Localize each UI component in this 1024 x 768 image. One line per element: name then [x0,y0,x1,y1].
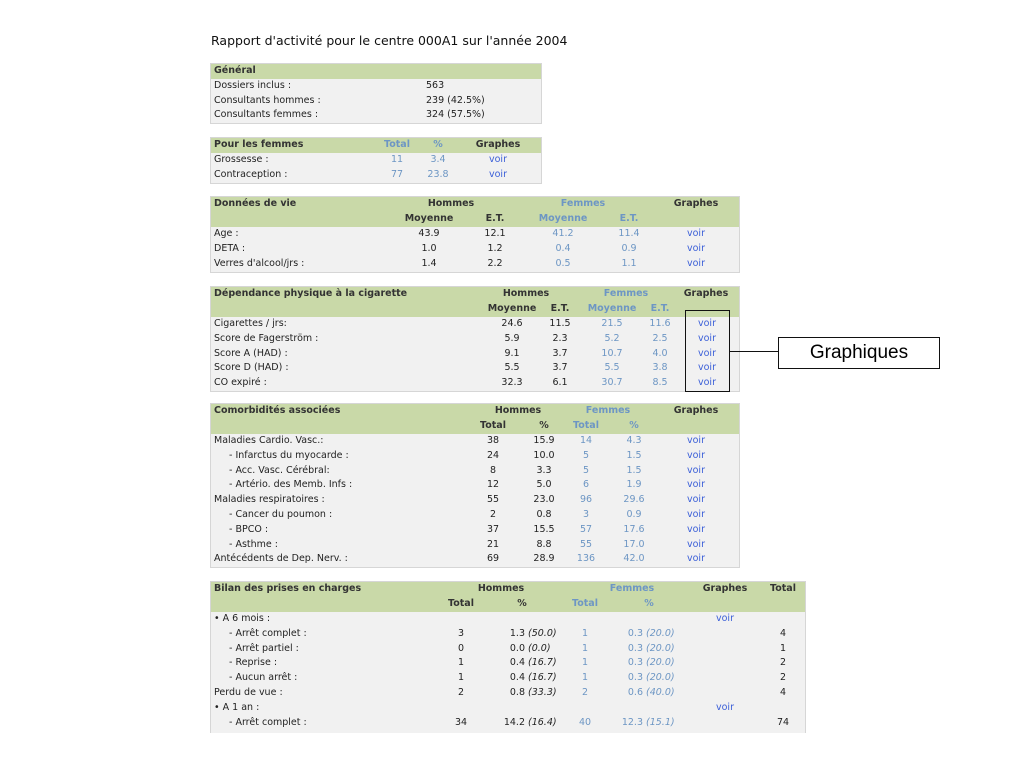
bilan-femmes-label: Femmes [609,583,655,594]
femmes-header [211,138,541,153]
femmes-total: 3 [582,508,590,520]
voir-link[interactable]: voir [687,538,705,550]
vie-header [211,197,739,227]
como-row [211,478,739,493]
femmes-pct: 12.3 [621,716,643,728]
row-total: 4 [779,627,787,639]
como-header-label: Comorbidités associées [214,405,341,416]
row-label: Grossesse : [214,153,269,165]
voir-link[interactable]: voir [489,153,507,165]
femmes-et: 1.1 [621,257,637,269]
como-graphes-label: Graphes [673,405,719,416]
cig-section [210,286,740,392]
bilan-header [211,582,805,612]
hommes-total: 8 [489,464,497,476]
como-h-pct: % [539,419,549,431]
row-label: Maladies respiratoires : [214,494,325,506]
bilan-row [211,701,805,716]
femmes-col-total: Total [384,139,410,150]
hommes-total: 1 [457,657,465,669]
femmes-pct: 42.0 [623,553,645,565]
hommes-pct: 14.2 [503,716,525,728]
hommes-pct: 0.0 [509,642,525,654]
hommes-pct: 0.8 [536,508,552,520]
cig-hommes-label: Hommes [502,288,550,299]
row-label: Dossiers inclus : [214,79,292,91]
cig-row [211,361,739,376]
femmes-moyenne: 30.7 [601,377,623,389]
hommes-pct-italic: (50.0) [528,627,557,639]
hommes-et: 6.1 [552,377,568,389]
cig-graphes-label: Graphes [683,288,729,299]
hommes-total: 55 [486,494,500,506]
hommes-et: 1.2 [487,242,503,254]
vie-f-moyenne: Moyenne [538,212,588,224]
general-header [211,64,541,79]
como-row [211,538,739,553]
row-label: - Asthme : [229,538,278,550]
femmes-total: 1 [581,642,589,654]
bilan-graphes-label: Graphes [702,583,748,594]
voir-link[interactable]: voir [716,613,734,624]
vie-row [211,242,739,257]
row-total: 1 [779,642,787,654]
hommes-total: 12 [486,479,500,491]
cig-row [211,317,739,332]
como-f-total: Total [573,419,599,431]
hommes-et: 3.7 [552,347,568,359]
femmes-total: 1 [581,657,589,669]
report-title: Rapport d'activité pour le centre 000A1 sur l'année 2004 [211,33,568,48]
hommes-pct: 8.8 [536,538,552,550]
femmes-pct: 0.3 [627,627,643,639]
femmes-total: 5 [582,449,590,461]
femmes-total: 40 [578,716,592,728]
row-label: Consultants hommes : [214,94,321,106]
general-header-label: Général [214,65,256,76]
hommes-et: 11.5 [549,318,571,329]
row-label: - Acc. Vasc. Cérébral: [229,464,330,476]
hommes-pct: 0.8 [509,686,525,698]
femmes-moyenne: 10.7 [601,347,623,359]
femmes-et: 2.5 [652,332,668,344]
hommes-total: 3 [457,627,465,639]
general-row [211,79,541,94]
row-label: - Arrêt complet : [229,627,307,639]
row-label: - Artério. des Memb. Infs : [229,479,353,491]
femmes-et: 4.0 [652,347,668,359]
voir-link[interactable]: voir [698,347,716,359]
hommes-pct-italic: (16.7) [528,657,557,669]
bilan-row [211,716,805,731]
femmes-moyenne: 41.2 [552,228,574,239]
bilan-section [210,581,806,733]
femmes-pct-italic: (20.0) [646,627,675,639]
como-hommes-label: Hommes [494,405,542,416]
como-h-total: Total [480,419,506,431]
general-value: 239 (42.5%) [426,94,485,106]
como-row [211,523,739,538]
femmes-et: 8.5 [652,377,668,389]
cig-row [211,347,739,362]
vie-femmes-label: Femmes [560,198,606,209]
voir-link[interactable]: voir [687,464,705,476]
femmes-pct: 1.9 [626,479,642,491]
row-total: 2 [779,657,787,669]
general-row [211,94,541,109]
femmes-header-label: Pour les femmes [214,139,304,150]
femmes-et: 11.6 [649,318,671,329]
bilan-f-pct: % [644,597,654,609]
row-label: DETA : [214,242,246,254]
hommes-et: 12.1 [484,228,506,239]
voir-link[interactable]: voir [489,168,507,180]
vie-graphes-label: Graphes [673,198,719,209]
femmes-et: 0.9 [621,242,637,254]
hommes-et: 3.7 [552,362,568,374]
voir-link[interactable]: voir [716,701,734,713]
row-label: Contraception : [214,168,288,180]
row-label: Perdu de vue : [214,686,283,698]
femmes-pct: 0.3 [627,657,643,669]
hommes-pct: 5.0 [536,479,552,491]
voir-link[interactable]: voir [687,479,705,491]
bilan-row [211,656,805,671]
hommes-total: 21 [486,538,500,550]
vie-section [210,196,740,273]
voir-link[interactable]: voir [687,435,705,446]
voir-link[interactable]: voir [687,553,705,565]
femmes-et: 3.8 [652,362,668,374]
femmes-pct: 1.5 [626,449,642,461]
vie-row [211,227,739,242]
femmes-moyenne: 21.5 [601,318,623,329]
cig-row [211,376,739,391]
hommes-pct: 3.3 [536,464,552,476]
hommes-total: 37 [486,523,500,535]
row-label: - Arrêt partiel : [229,642,299,654]
como-row [211,464,739,479]
hommes-pct-italic: (16.4) [528,716,557,728]
graphs-highlight-box [685,310,730,392]
hommes-moyenne: 43.9 [418,228,440,239]
voir-link[interactable]: voir [687,242,705,254]
hommes-et: 2.2 [487,257,503,269]
row-label: - Reprise : [229,657,278,669]
femmes-pct: 0.3 [627,672,643,684]
como-row [211,508,739,523]
femmes-pct: 17.6 [623,523,645,535]
cig-header [211,287,739,317]
femmes-total: 14 [579,435,593,446]
hommes-total: 38 [486,435,500,446]
general-value: 563 [426,79,445,91]
femmes-moyenne: 5.2 [604,332,620,344]
femmes-pct: 29.6 [623,494,645,506]
femmes-pct: 0.3 [627,642,643,654]
femmes-pct-italic: (20.0) [646,642,675,654]
femmes-moyenne: 5.5 [604,362,620,374]
cig-h-moyenne: Moyenne [487,302,537,314]
bilan-hommes-label: Hommes [477,583,525,594]
hommes-et: 2.3 [552,332,568,344]
como-row [211,449,739,464]
femmes-total: 5 [582,464,590,476]
femmes-total: 1 [581,627,589,639]
femmes-total: 1 [581,672,589,684]
femmes-row [211,168,541,183]
femmes-pct: 0.6 [627,686,643,698]
hommes-moyenne: 1.4 [421,257,437,269]
hommes-pct: 0.4 [509,672,525,684]
row-label: Score D (HAD) : [214,362,289,374]
bilan-row [211,686,805,701]
como-femmes-label: Femmes [585,405,631,416]
vie-row [211,257,739,272]
femmes-pct: 23.8 [427,168,449,180]
row-label: Cigarettes / jrs: [214,318,287,329]
voir-link[interactable]: voir [698,332,716,344]
voir-link[interactable]: voir [698,318,716,329]
hommes-pct: 1.3 [509,627,525,639]
femmes-pct: 4.3 [626,435,642,446]
femmes-col-graphes: Graphes [475,139,521,150]
bilan-row [211,671,805,686]
callout-connector [730,351,778,352]
bilan-row [211,612,805,627]
femmes-total: 57 [579,523,593,535]
row-label: Verres d'alcool/jrs : [214,257,305,269]
femmes-pct-italic: (40.0) [646,686,675,698]
como-row [211,552,739,567]
bilan-total-col-label: Total [770,583,796,594]
row-label: - Cancer du poumon : [229,508,333,520]
bilan-row [211,642,805,657]
femmes-pct-italic: (20.0) [646,672,675,684]
row-label: - BPCO : [229,523,269,535]
hommes-pct: 15.5 [533,523,555,535]
callout-label: Graphiques [778,337,940,369]
femmes-moyenne: 0.5 [555,257,571,269]
vie-h-moyenne: Moyenne [404,212,454,224]
como-header [211,404,739,434]
row-label: - Arrêt complet : [229,716,307,728]
voir-link[interactable]: voir [687,523,705,535]
row-label: Age : [214,228,239,239]
femmes-pct: 3.4 [430,153,446,165]
hommes-moyenne: 9.1 [504,347,520,359]
femmes-row [211,153,541,168]
voir-link[interactable]: voir [687,508,705,520]
row-label: • A 6 mois : [214,613,271,624]
femmes-total: 77 [390,168,404,180]
hommes-moyenne: 24.6 [501,318,523,329]
voir-link[interactable]: voir [687,228,705,239]
hommes-total: 69 [486,553,500,565]
femmes-pct: 17.0 [623,538,645,550]
general-value: 324 (57.5%) [426,109,485,121]
row-total: 2 [779,672,787,684]
hommes-total: 34 [454,716,468,728]
hommes-pct-italic: (16.7) [528,672,557,684]
femmes-col-pct: % [433,139,443,150]
hommes-moyenne: 1.0 [421,242,437,254]
row-label: CO expiré : [214,377,267,389]
general-row [211,108,541,123]
voir-link[interactable]: voir [687,494,705,506]
hommes-pct: 0.4 [509,657,525,669]
femmes-section [210,137,542,184]
hommes-pct: 15.9 [533,435,555,446]
como-f-pct: % [629,419,639,431]
bilan-header-label: Bilan des prises en charges [214,583,362,594]
cig-header-label: Dépendance physique à la cigarette [214,288,408,299]
hommes-pct: 28.9 [533,553,555,565]
hommes-moyenne: 32.3 [501,377,523,389]
row-label: Score A (HAD) : [214,347,288,359]
bilan-f-total: Total [572,597,598,609]
femmes-moyenne: 0.4 [555,242,571,254]
general-section [210,63,542,124]
cig-f-et: E.T. [650,302,670,314]
row-label: Maladies Cardio. Vasc.: [214,435,324,446]
cig-f-moyenne: Moyenne [587,302,637,314]
vie-header-label: Données de vie [214,198,297,209]
femmes-total: 6 [582,479,590,491]
femmes-total: 136 [576,553,596,565]
hommes-total: 2 [457,686,465,698]
cig-row [211,332,739,347]
voir-link[interactable]: voir [698,377,716,389]
hommes-total: 2 [489,508,497,520]
femmes-total: 55 [579,538,593,550]
bilan-h-total: Total [448,597,474,609]
voir-link[interactable]: voir [687,257,705,269]
row-label: - Aucun arrêt : [229,672,298,684]
bilan-h-pct: % [517,597,527,609]
hommes-pct: 23.0 [533,494,555,506]
femmes-pct-italic: (15.1) [646,716,675,728]
femmes-total: 96 [579,494,593,506]
hommes-total: 0 [457,642,465,654]
hommes-total: 24 [486,449,500,461]
hommes-pct-italic: (0.0) [528,642,551,654]
row-label: Consultants femmes : [214,109,319,121]
row-label: • A 1 an : [214,701,260,713]
vie-h-et: E.T. [485,212,505,224]
hommes-moyenne: 5.9 [504,332,520,344]
como-row [211,493,739,508]
femmes-total: 2 [581,686,589,698]
hommes-pct-italic: (33.3) [528,686,557,698]
hommes-moyenne: 5.5 [504,362,520,374]
row-label: Antécédents de Dep. Nerv. : [214,553,348,565]
cig-h-et: E.T. [550,302,570,314]
hommes-pct: 10.0 [533,449,555,461]
bilan-row [211,627,805,642]
como-row [211,434,739,449]
vie-hommes-label: Hommes [427,198,475,209]
row-label: - Infarctus du myocarde : [229,449,349,461]
femmes-pct: 0.9 [626,508,642,520]
femmes-pct-italic: (20.0) [646,657,675,669]
voir-link[interactable]: voir [687,449,705,461]
row-total: 4 [779,686,787,698]
hommes-total: 1 [457,672,465,684]
femmes-pct: 1.5 [626,464,642,476]
femmes-total: 11 [390,153,404,165]
row-label: Score de Fagerström : [214,332,319,344]
voir-link[interactable]: voir [698,362,716,374]
como-section [210,403,740,568]
cig-femmes-label: Femmes [603,288,649,299]
vie-f-et: E.T. [619,212,639,224]
row-total: 74 [776,716,790,728]
femmes-et: 11.4 [618,228,640,239]
